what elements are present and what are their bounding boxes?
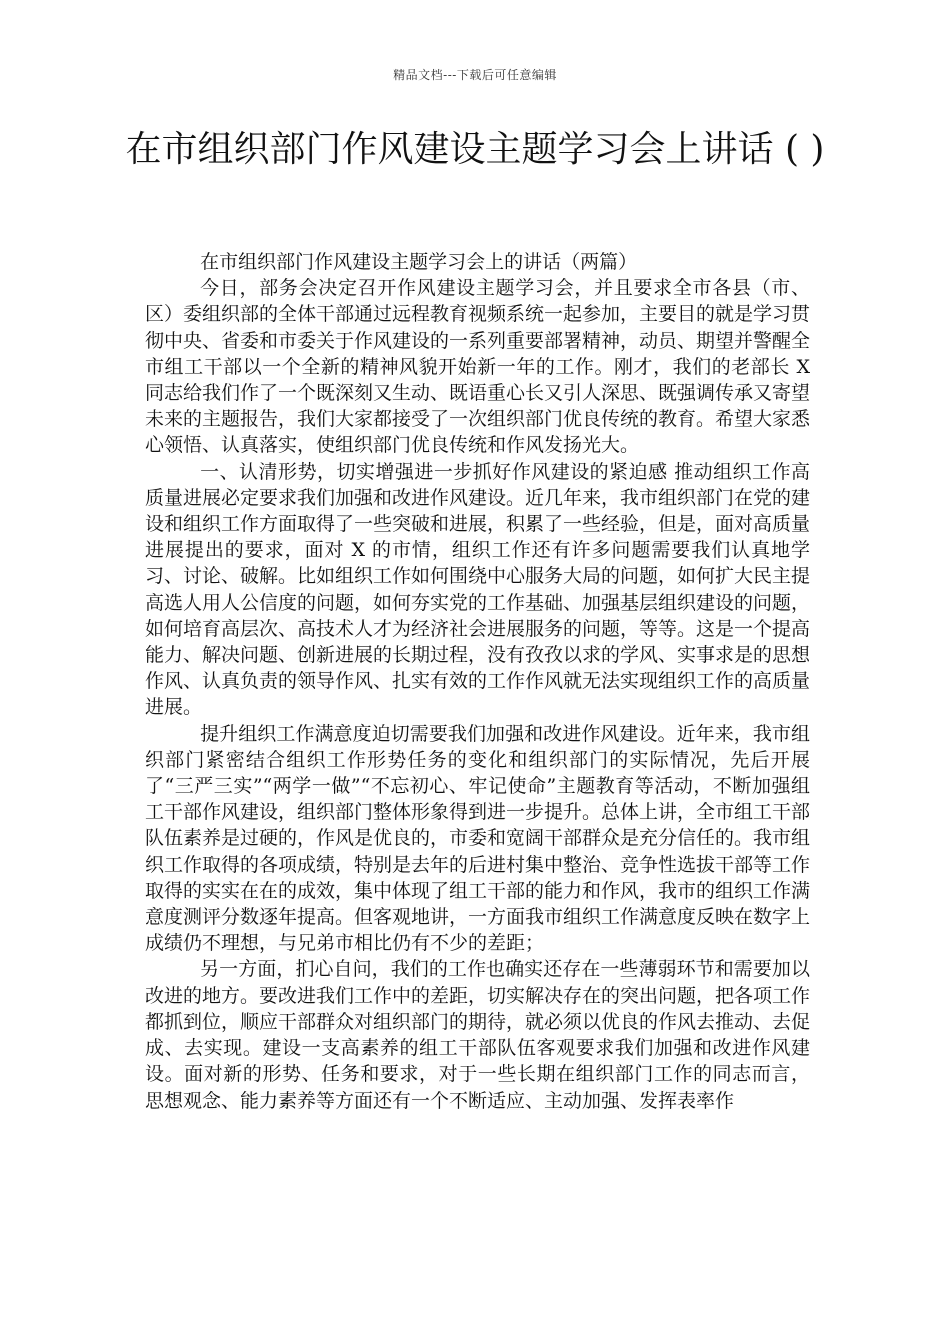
- document-body: [145, 249, 810, 1114]
- body-paragraph: 另一方面，扪心自问，我们的工作也确实还存在一些薄弱环节和需要加以改进的地方。要改进我们工作中的差距，切实解决存在的突出问题，把各项工作都抓到位，顺应干部群众对组织部门的期待，就必须以优良的作风去推动、去促成、去实现。建设一支高素养的组工干部队伍客观要求我们加强和改进作风建设。面对新的形势、任务和要求，对于一些长期在组织部门工作的同志而言， 思想观念、能力素养等方面还有一个不断适应、主动加强、发挥表率作: [145, 958, 811, 1112]
- body-paragraph: 今日，部务会决定召开作风建设主题学习会，并且要求全市各县（市、区）委组织部的全体干部通过远程教育视频系统一起参加，主要目的就是学习贯彻中央、省委和市委关于作风建设的一系列重要部署精神，动员、期望并警醒全市组工干部以一个全新的精神风貌开始新一年的工作。刚才，我们的老部长 X 同志给我们作了一个既深刻又生动、既语重心长又引人深思、既强调传承又寄望未来的主题报告，我们大家都接受了一次组织部门优良传统的教育。希望大家悉心领悟、认真落实，使组织部门优良传统和作风发扬光大。: [145, 277, 811, 457]
- body-paragraph: 提升组织工作满意度迫切需要我们加强和改进作风建设。近年来，我市组织部门紧密结合组织工作形势任务的变化和组织部门的实际情况，先后开展了“三严三实”“两学一做”“不忘初心、牢记使命”主题教育等活动，不断加强组工干部作风建设，组织部门整体形象得到进一步提升。总体上讲，全市组工干部队伍素养是过硬的，作风是优良的，市委和宽阔干部群众是充分信任的。我市组织工作取得的各项成绩，特别是去年的后进村集中整治、竞争性选拔干部等工作取得的实实在在的成效，集中体现了组工干部的能力和作风，我市的组织工作满意度测评分数逐年提高。但客观地讲，一方面我市组织工作满意度反映在数字上成绩仍不理想，与兄弟市相比仍有不少的差距；: [145, 722, 811, 955]
- document-title: 在市组织部门作风建设主题学习会上讲话 ( ): [125, 129, 825, 170]
- body-paragraph: 一、认清形势，切实增强进一步抓好作风建设的紧迫感 推动组织工作高质量进展必定要求我们加强和改进作风建设。近几年来，我市组织部门在党的建设和组织工作方面取得了一些突破和进展，积累了一些经验，但是，面对高质量进展提出的要求，面对 X 的市情，组织工作还有许多问题需要我们认真地学习、讨论、破解。比如组织工作如何围绕中心服务大局的问题，如何扩大民主提高选人用人公信度的问题，如何夯实党的工作基础、加强基层组织建设的问题，如何培育高层次、高技术人才为经济社会进展服务的问题，等等。这是一个提高能力、解决问题、创新进展的长期过程，没有孜孜以求的学风、实事求是的思想作风、认真负责的领导作风、扎实有效的工作作风就无法实现组织工作的高质量进展。: [145, 460, 811, 719]
- header-note: 精品文档---下载后可任意编辑: [393, 68, 557, 82]
- document-subtitle: 在市组织部门作风建设主题学习会上的讲话（两篇）: [200, 251, 638, 273]
